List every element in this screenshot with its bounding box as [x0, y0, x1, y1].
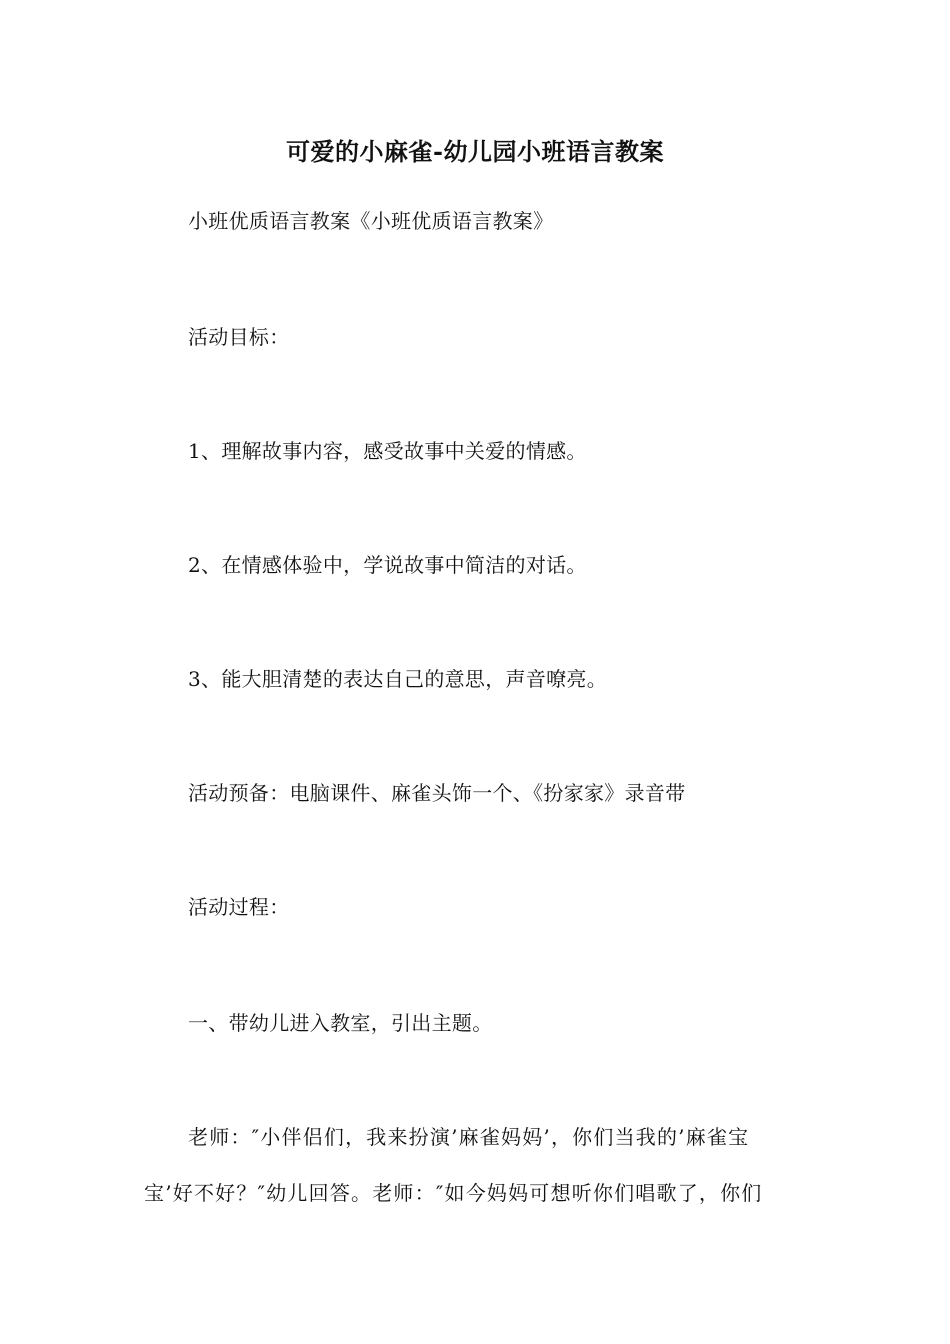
paragraph-goal-1: 1、理解故事内容，感受故事中关爱的情感。	[188, 439, 587, 463]
paragraph-goal-3: 3、能大胆清楚的表达自己的意思，声音嘹亮。	[188, 667, 608, 691]
paragraph-process-heading: 活动过程：	[188, 895, 290, 919]
document-title: 可爱的小麻雀-幼儿园小班语言教案	[286, 137, 664, 166]
paragraph-activity-goals-heading: 活动目标：	[188, 325, 290, 349]
paragraph-goal-2: 2、在情感体验中，学说故事中简洁的对话。	[188, 553, 587, 577]
paragraph-dialogue-line-1: 老师：″小伴侣们，我来扮演’麻雀妈妈’，你们当我的’麻雀宝	[188, 1125, 750, 1149]
paragraph-subtitle: 小班优质语言教案《小班优质语言教案》	[188, 209, 554, 233]
paragraph-step-1: 一、带幼儿进入教室，引出主题。	[188, 1011, 493, 1035]
paragraph-dialogue-line-2: 宝’好不好？″幼儿回答。老师：″如今妈妈可想听你们唱歌了，你们	[144, 1181, 763, 1205]
paragraph-preparation: 活动预备：电脑课件、麻雀头饰一个、《扮家家》录音带	[188, 781, 686, 805]
